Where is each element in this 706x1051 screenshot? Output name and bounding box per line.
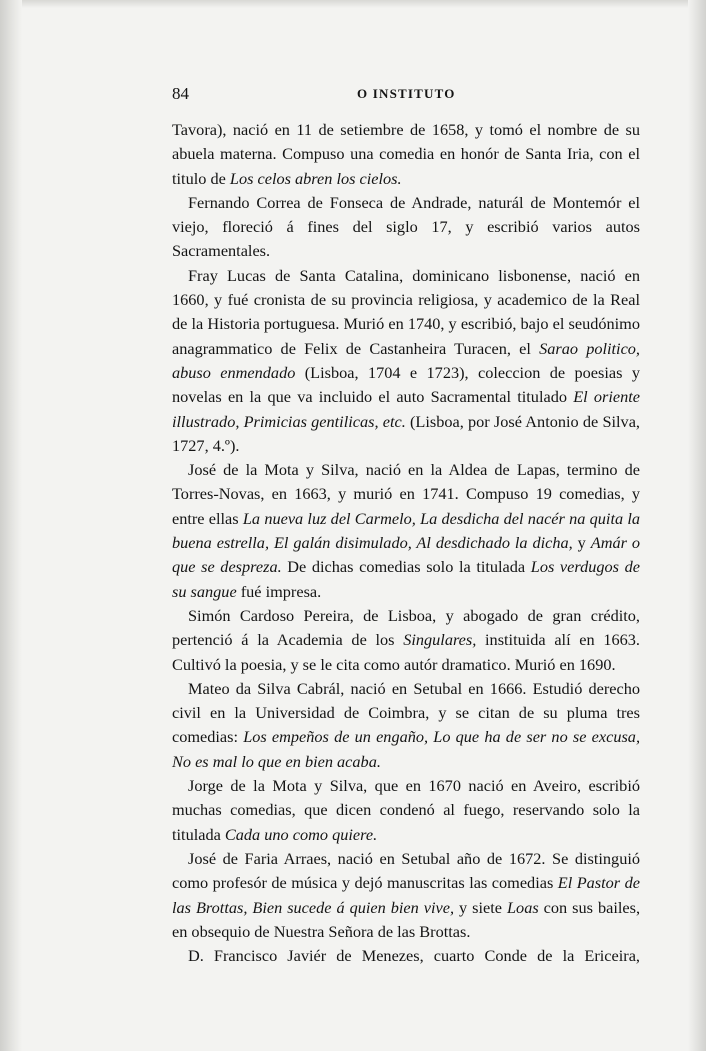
text-run: Fernando Correa de Fonseca de Andrade, naturál de Montemór el viejo, floreció á fines del siglo 17, y escribió varios autos Sacramentales. [172,192,640,261]
text-run: (Lisboa, por José Antonio de Silva, 1727, 4.º). [172,411,640,455]
italic-title: La nueva luz del Carmelo, La desdicha del nacér na quita la buena estrella, El galán disimulado, Al desdichado la dicha, [172,508,641,553]
italic-title: Amár o que se despreza. [172,533,640,577]
paragraph-2 [172,191,640,264]
text-run: Jorge de la Mota y Silva, que en 1670 nació en Aveiro, escribió muchas comedias, que dicen condenó al fuego, reservando solo la titulada [172,776,640,844]
italic-title: El oriente illustrado, Primicias gentilicas, etc. [172,387,641,431]
text-run: Fray Lucas de Santa Catalina, dominicano lisbonense, nació en 1660, y fué cronista de su provincia religiosa, y academico de la Real de la Historia portuguesa. Murió en 1740, y escribió, bajo el seudónimo anagrammatico de Felix de Castanheira Turacen, el [172,265,640,358]
text-run: fué impresa. [236,581,322,601]
page-edge-right [688,0,706,1051]
text-run: José de Faria Arraes, nació en Setubal año de 1672. Se distinguió como profesór de música y dejó manuscritas las comedias [172,848,640,893]
paragraph-5 [172,604,640,677]
text-run: con sus bailes, en obsequio de Nuestra Señora de las Brottas. [172,897,641,941]
text-run: y [572,533,591,553]
page-edge-top [0,0,706,8]
italic-title: El Pastor de las Brottas, Bien sucede á quien bien vive, [172,873,640,917]
paragraph-4 [172,458,640,604]
text-run: y siete [454,897,507,917]
paragraph-8 [172,847,640,944]
italic-title: Los celos abren los cielos. [229,168,402,188]
italic-title: Los verdugos de su sangue [172,557,640,601]
body-text [172,118,640,968]
text-run: Tavora), nació en 11 de setiembre de 1658, y tomó el nombre de su abuela materna. Compuso una comedia en honór de Santa Iria, con el titulo de [172,120,640,188]
paragraph-3 [172,264,640,458]
text-run: José de la Mota y Silva, nació en la Aldea de Lapas, termino de Torres-Novas, en 1663, y murió en 1741. Compuso 19 comedias, y entre ellas [172,460,640,528]
italic-title: Cada uno como quiere. [224,824,378,844]
italic-title: Sarao politico, abuso enmendado [172,338,641,382]
text-run: De dichas comedias solo la titulada [281,557,531,577]
text-run: Simón Cardoso Pereira, de Lisboa, y abogado de gran crédito, pertenció á la Academia de los [172,605,640,650]
italic-title: Singulares, [403,630,477,650]
italic-title: Los empeños de un engaño, Lo que ha de ser no se excusa, No es mal lo que en bien acaba. [172,727,641,771]
running-head [172,84,640,108]
paragraph-1 [172,118,640,191]
paragraph-6 [172,677,640,774]
page-number: 84 [172,84,189,103]
italic-title: Loas [507,897,539,917]
paragraph-9 [172,944,640,968]
paragraph-7 [172,774,640,847]
text-run: instituida alí en 1663. Cultivó la poesia, y se le cita como autór dramatico. Murió en 1690. [172,630,640,674]
text-run: Mateo da Silva Cabrál, nació en Setubal en 1666. Estudió derecho civil en la Universidad de Coimbra, y se citan de su pluma tres comedias: [172,678,640,747]
running-title: O INSTITUTO [357,86,456,101]
text-run: (Lisboa, 1704 e 1723), coleccion de poesias y novelas en la que va incluido el auto Sacramental titulado [172,362,640,407]
text-run: D. Francisco Javiér de Menezes, cuarto Conde de la Ericeira, [188,946,640,966]
page-edge-left [0,0,22,1051]
